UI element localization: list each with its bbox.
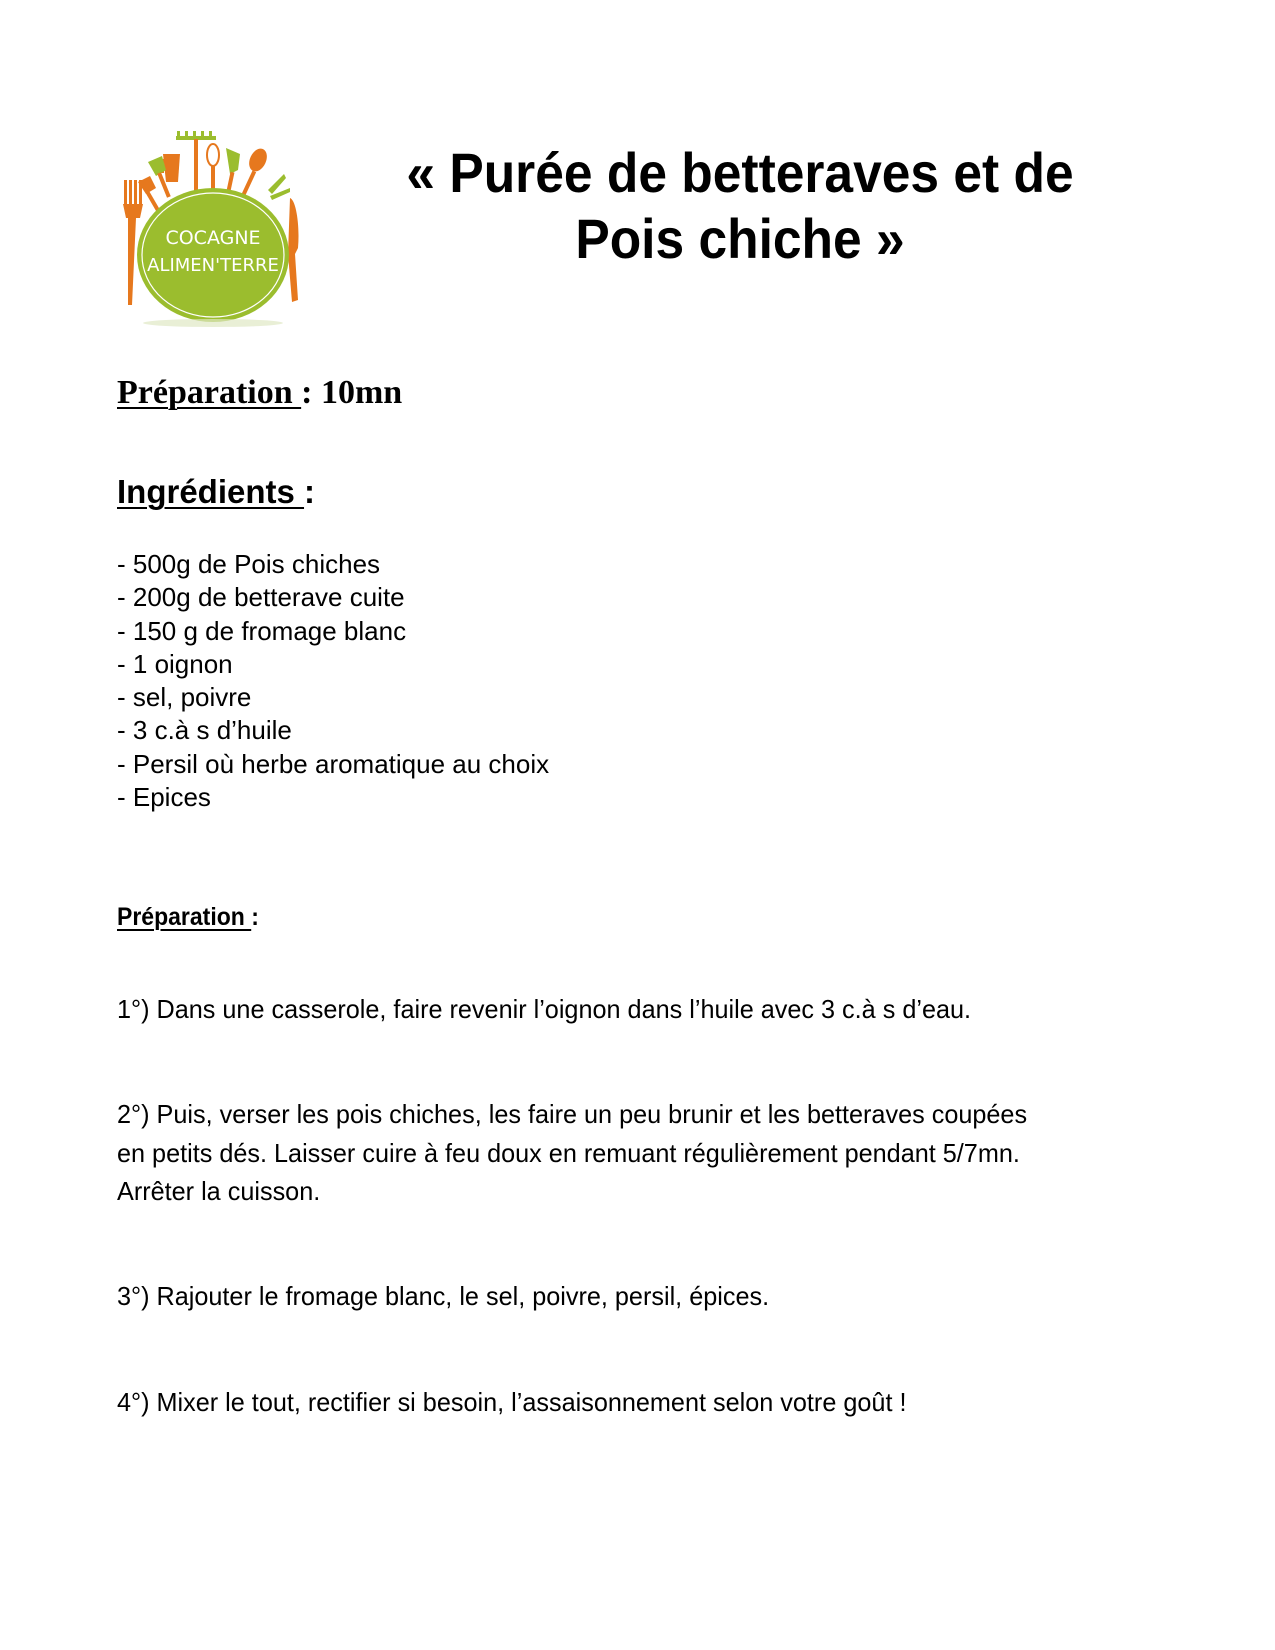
preparation-step-3: 3°) Rajouter le fromage blanc, le sel, poivre, persil, épices. <box>117 1281 770 1311</box>
cocagne-logo <box>118 130 318 330</box>
preparation-step-2: 2°) Puis, verser les pois chiches, les faire un peu brunir et les betteraves coupées en petits dés. Laisser cuire à feu doux en remuant régulièrement pendant 5/7mn. Arrêter la cuisson. <box>117 1099 1028 1206</box>
ingredients-list <box>117 548 549 814</box>
preparation-heading-label: Préparation <box>117 903 252 931</box>
preparation-heading <box>117 901 259 933</box>
ingredient-item: - sel, poivre <box>117 682 252 713</box>
ingredients-heading <box>117 472 315 512</box>
ingredient-item: - 3 c.à s d’huile <box>117 715 292 746</box>
ingredient-item: - Persil où herbe aromatique au choix <box>117 748 550 779</box>
recipe-title-line2: Pois chiche » <box>575 207 905 270</box>
ingredient-item: - Epices <box>117 782 211 813</box>
knife-icon <box>288 198 299 302</box>
ingredient-item: - 1 oignon <box>117 648 233 679</box>
preparation-step-1: 1°) Dans une casserole, faire revenir l’oignon dans l’huile avec 3 c.à s d’eau. <box>117 994 972 1024</box>
recipe-title-line1: « Purée de betteraves et de <box>406 141 1074 204</box>
ingredients-heading-label: Ingrédients <box>117 473 305 510</box>
ingredient-item: - 200g de betterave cuite <box>117 582 405 613</box>
ingredients-heading-colon: : <box>304 473 316 510</box>
prep-time-value: : 10mn <box>301 374 403 411</box>
recipe-title <box>377 140 1104 272</box>
logo-text-line1: COCAGNE <box>165 227 261 249</box>
ingredient-item: - 500g de Pois chiches <box>117 549 381 579</box>
ingredient-item: - 150 g de fromage blanc <box>117 615 407 646</box>
preparation-heading-colon: : <box>251 903 259 931</box>
prep-time-label: Préparation <box>117 374 302 411</box>
prep-time <box>117 373 402 413</box>
logo-text-line2: ALIMEN'TERRE <box>147 255 279 276</box>
preparation-step-4: 4°) Mixer le tout, rectifier si besoin, l’assaisonnement selon votre goût ! <box>117 1387 907 1417</box>
